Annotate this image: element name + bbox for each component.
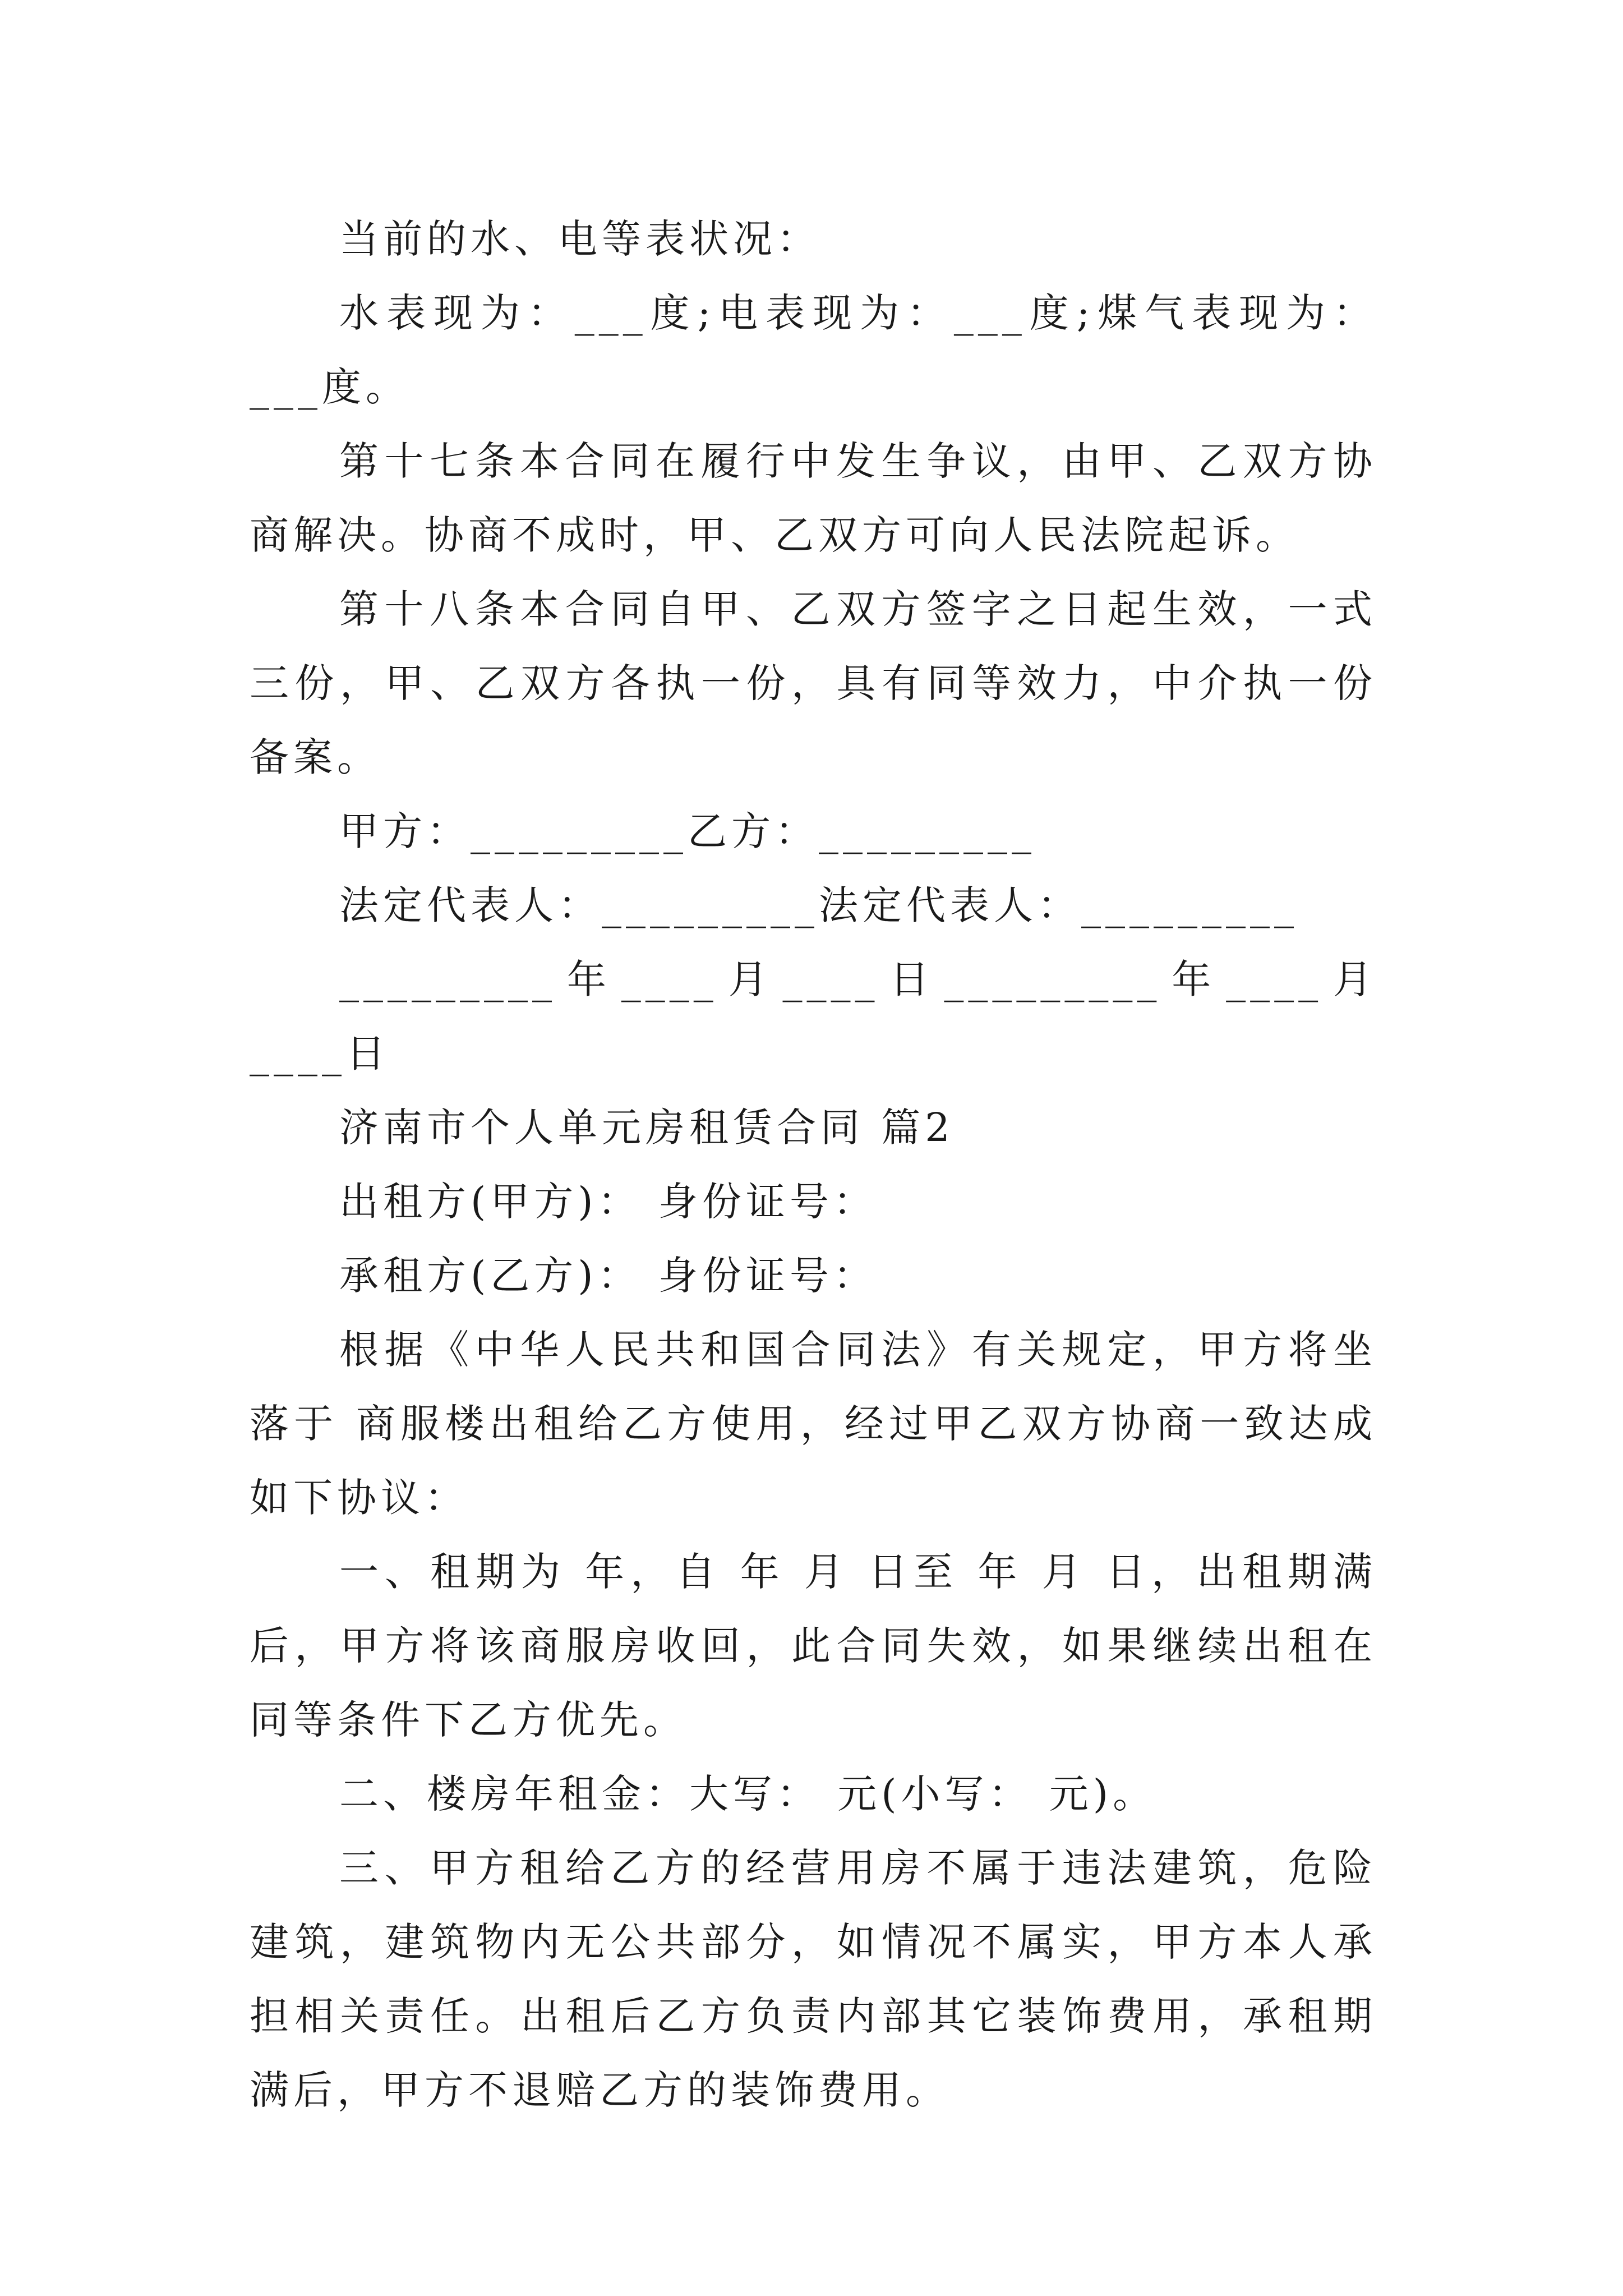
- paragraph-preamble: 根据《中华人民共和国合同法》有关规定，甲方将坐落于 商服楼出租给乙方使用，经过甲乙双方协商一致达成如下协议：: [250, 1327, 1377, 1521]
- paragraph-clause-2: 二、楼房年租金：大写： 元(小写： 元)。: [339, 1771, 1157, 1817]
- lessor-line: 出租方(甲方)： 身份证号：: [339, 1179, 877, 1225]
- signature-dates-line: _________年____月____日_________年____月____日: [250, 956, 1377, 1076]
- paragraph-meter-status-heading: 当前的水、电等表状况：: [339, 216, 820, 262]
- paragraph-meter-readings: 水表现为：___度;电表现为：___度;煤气表现为：___度。: [250, 290, 1377, 410]
- signature-parties-line: 甲方：_________乙方：_________: [339, 808, 1036, 854]
- lessee-line: 承租方(乙方)： 身份证号：: [339, 1253, 877, 1299]
- paragraph-clause-3: 三、甲方租给乙方的经营用房不属于违法建筑，危险建筑，建筑物内无公共部分，如情况不属实，甲方本人承担相关责任。出租后乙方负责内部其它装饰费用，承租期满后，甲方不退赔乙方的装饰费用。: [250, 1845, 1377, 2113]
- paragraph-clause-1: 一、租期为 年，自 年 月 日至 年 月 日，出租期满后，甲方将该商服房收回，此合同失效，如果继续出租在同等条件下乙方优先。: [250, 1549, 1377, 1743]
- paragraph-article-17: 第十七条本合同在履行中发生争议，由甲、乙双方协商解决。协商不成时，甲、乙双方可向人民法院起诉。: [250, 438, 1377, 558]
- signature-representatives-line: 法定代表人：_________法定代表人：_________: [339, 882, 1298, 928]
- section-title: 济南市个人单元房租赁合同 篇2: [339, 1105, 955, 1151]
- paragraph-article-18: 第十八条本合同自甲、乙双方签字之日起生效，一式三份，甲、乙双方各执一份，具有同等效力，中介执一份备案。: [250, 586, 1377, 780]
- document-body: [250, 202, 1377, 2127]
